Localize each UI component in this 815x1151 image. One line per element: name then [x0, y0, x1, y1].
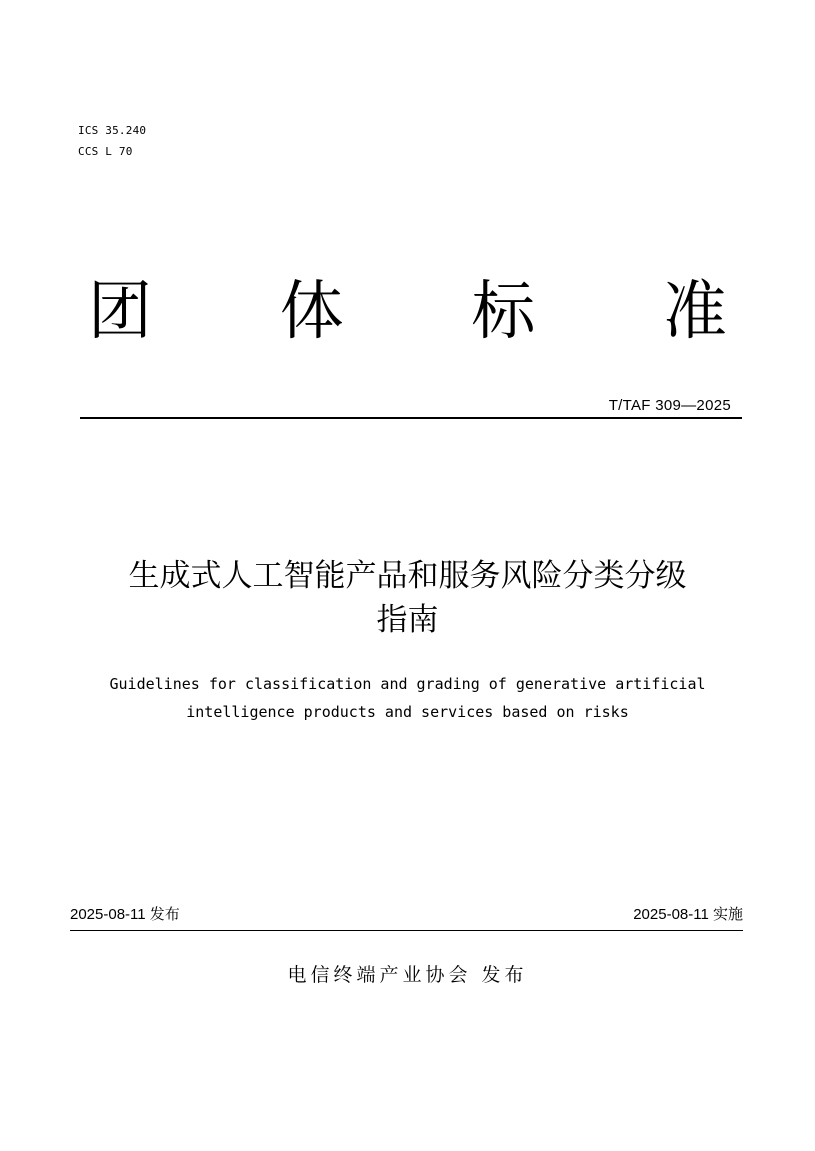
- publisher: 电信终端产业协会 发布: [287, 964, 528, 986]
- bottom-divider: [70, 930, 743, 931]
- title-chinese: [40, 554, 775, 642]
- implement-date: 2025-08-11 实施: [633, 906, 743, 923]
- ics-code: ICS 35.240: [78, 124, 147, 137]
- standard-number: T/TAF 309—2025: [608, 397, 731, 414]
- top-divider: [80, 417, 742, 419]
- ccs-code: CCS L 70: [78, 145, 133, 158]
- title-chinese-line: 指南: [376, 602, 439, 638]
- title-english-line: Guidelines for classification and grading of generative artificial: [109, 675, 706, 693]
- title-english: [40, 670, 775, 726]
- standard-type-char: 准: [662, 275, 727, 349]
- title-chinese-line: 生成式人工智能产品和服务风险分类分级: [128, 558, 687, 594]
- standard-type-char: 团: [88, 275, 152, 349]
- standard-type-char: 体: [279, 275, 344, 349]
- title-english-line: intelligence products and services based on risks: [186, 703, 629, 721]
- standard-type-heading: [80, 272, 735, 352]
- publish-date: 2025-08-11 发布: [70, 906, 180, 923]
- standard-type-char: 标: [471, 275, 536, 349]
